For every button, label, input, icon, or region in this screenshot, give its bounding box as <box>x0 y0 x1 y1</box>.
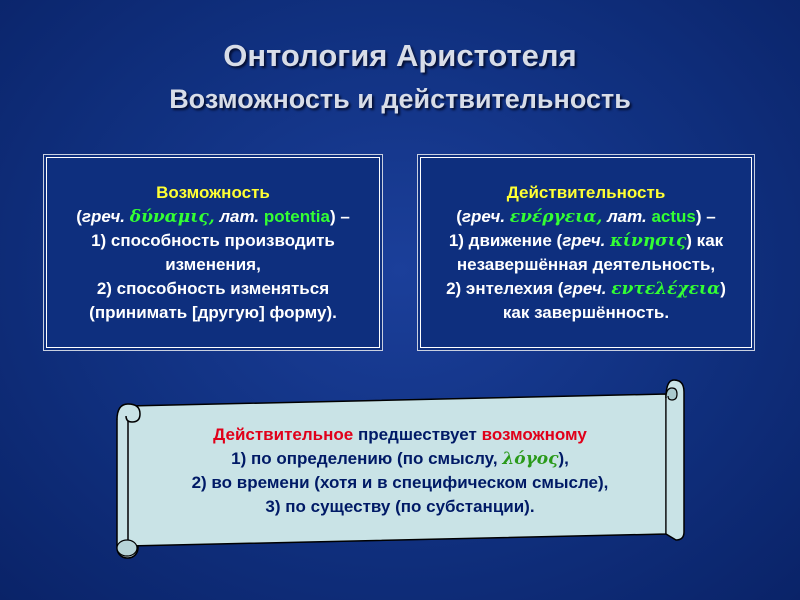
line5-end: ) <box>720 278 726 298</box>
open-paren: ( <box>456 206 462 226</box>
word-precedes: предшествует <box>357 425 477 444</box>
close-paren: ) – <box>695 206 716 226</box>
latin-label: лат. <box>219 206 260 226</box>
line2-end: ), <box>558 449 569 468</box>
scroll-text <box>140 423 660 519</box>
greek-label: греч. <box>81 206 126 226</box>
latin-label: лат. <box>607 206 647 226</box>
possibility-line-4: изменения, <box>165 254 261 274</box>
greek-label: греч. <box>461 206 506 226</box>
actuality-line-6: как завершённость. <box>502 302 670 322</box>
line5-start: 2) энтелехия ( <box>446 278 564 298</box>
greek-word-energeia: ενέργεια, <box>509 206 603 227</box>
greek-word-dynamis: δύναμις, <box>129 206 215 227</box>
possibility-line-5: 2) способность изменяться <box>96 278 330 298</box>
possibility-line-6: (принимать [другую] форму). <box>89 302 337 322</box>
page-subtitle: Возможность и действительность <box>169 84 631 114</box>
scroll-line-2 <box>140 447 660 471</box>
greek-word-logos: λόγος <box>502 449 559 469</box>
scroll-line-3: 2) во времени (хотя и в специфическом смысле), <box>191 473 609 492</box>
close-paren: ) – <box>329 206 350 226</box>
scroll-line-4: 3) по существу (по субстанции). <box>265 497 535 516</box>
scroll-line-1 <box>140 423 660 447</box>
actuality-line-4: незавершённая деятельность, <box>456 254 716 274</box>
greek-word-kinesis: κίνησις <box>610 230 687 251</box>
latin-word-potentia: potentia <box>263 206 330 226</box>
greek-label: греч. <box>563 278 607 298</box>
greek-word-entelecheia: εντελέχεια <box>611 278 721 299</box>
actuality-heading: Действительность <box>506 182 666 202</box>
line3-end: ) как <box>686 230 724 250</box>
word-possible: возможному <box>481 425 587 444</box>
line2-start: 1) по определению (по смыслу, <box>231 449 498 468</box>
line3-start: 1) движение ( <box>448 230 563 250</box>
word-actual: Действительное <box>213 425 354 444</box>
latin-word-actus: actus <box>651 206 696 226</box>
possibility-heading: Возможность <box>156 182 270 202</box>
page-title: Онтология Аристотеля <box>223 38 577 73</box>
open-paren: ( <box>76 206 82 226</box>
greek-label: греч. <box>562 230 606 250</box>
possibility-line-3: 1) способность производить <box>91 230 335 250</box>
